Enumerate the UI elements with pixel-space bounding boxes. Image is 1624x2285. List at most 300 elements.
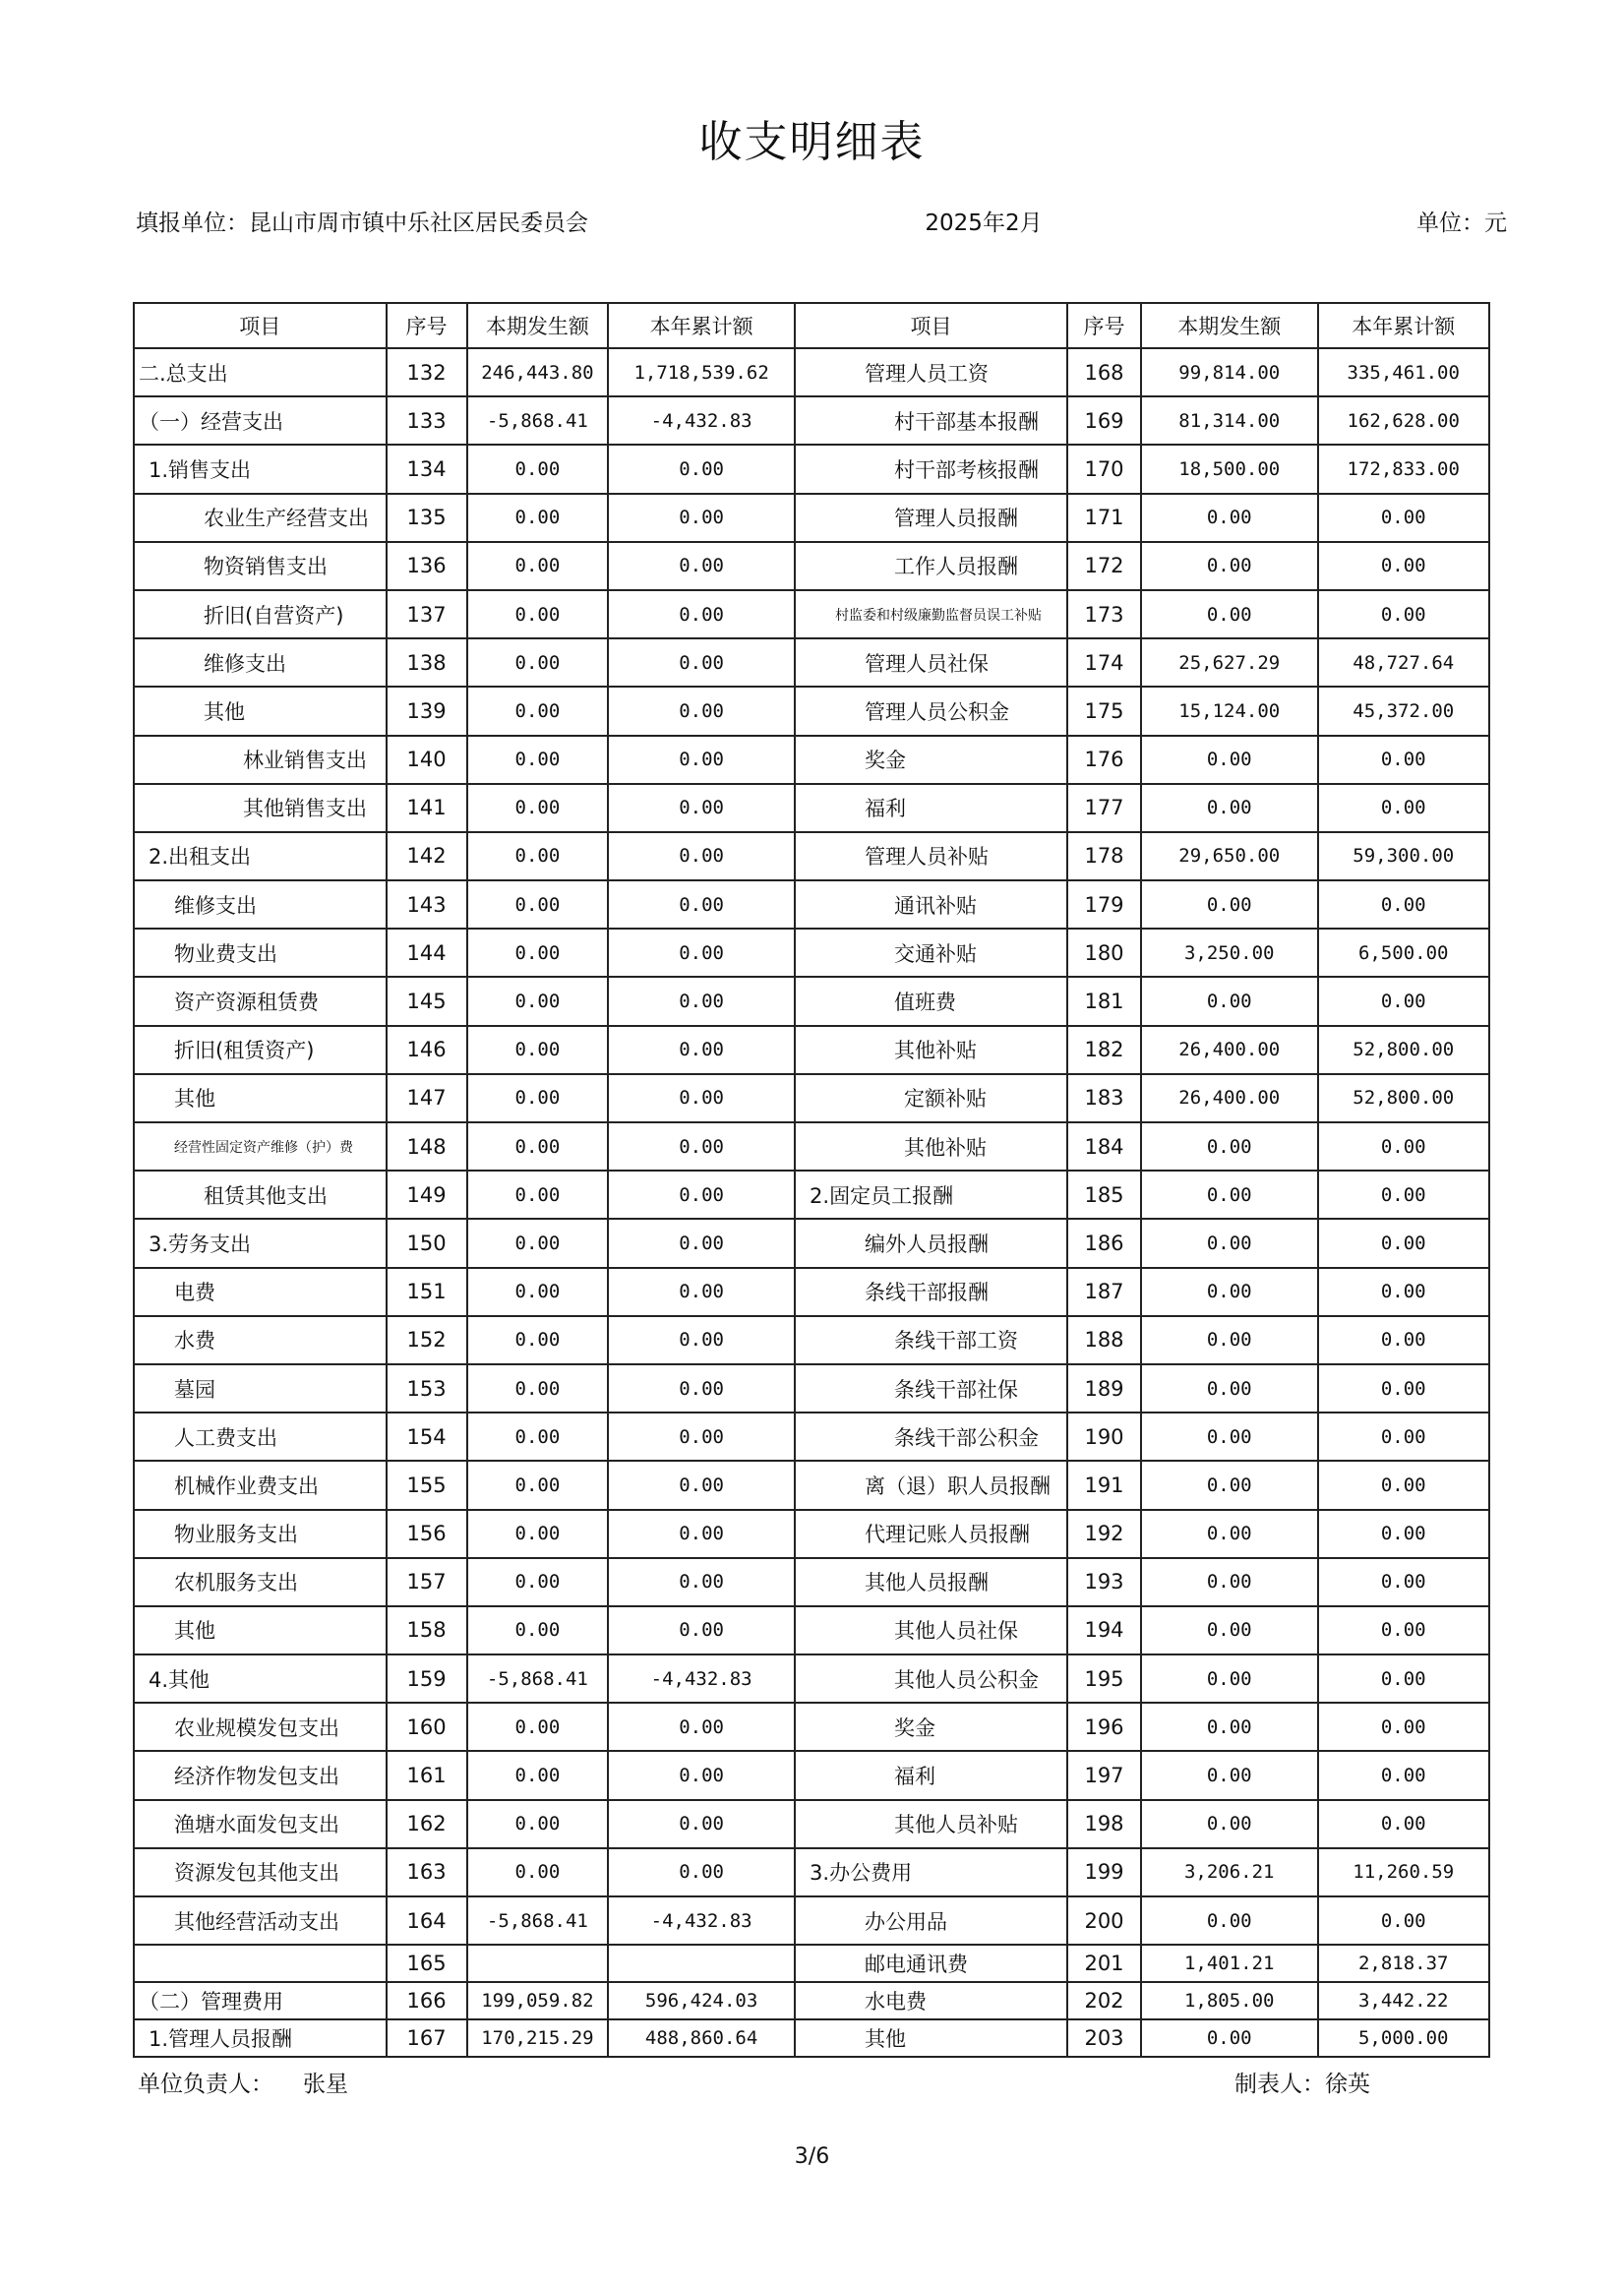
table-row	[134, 396, 1489, 445]
seq-cell-left: 160	[387, 1703, 467, 1751]
table-row	[134, 445, 1489, 493]
seq-cell-right: 197	[1067, 1751, 1141, 1799]
footer-preparer	[1234, 2066, 1370, 2098]
seq-cell-right: 195	[1067, 1654, 1141, 1703]
item-cell-right: 定额补贴	[795, 1074, 1067, 1122]
current-cell-right: 0.00	[1141, 1171, 1318, 1219]
income-expense-table	[133, 302, 1490, 2058]
item-cell-right: 水电费	[795, 1982, 1067, 2019]
seq-cell-right: 182	[1067, 1026, 1141, 1074]
current-cell-right: 0.00	[1141, 1703, 1318, 1751]
table-row	[134, 1606, 1489, 1654]
current-cell-right: 0.00	[1141, 1510, 1318, 1558]
ytd-cell-right: 335,461.00	[1318, 348, 1490, 396]
footer-unit-head	[138, 2066, 348, 2098]
table-row	[134, 1316, 1489, 1364]
current-cell-right: 0.00	[1141, 542, 1318, 590]
ytd-cell-right: 0.00	[1318, 1413, 1490, 1461]
seq-cell-left: 132	[387, 348, 467, 396]
current-cell-right: 1,401.21	[1141, 1945, 1318, 1982]
ytd-cell-left: 0.00	[608, 1461, 795, 1509]
page-number: 3/6	[794, 2144, 830, 2169]
item-cell-left: 折旧(租赁资产)	[134, 1026, 387, 1074]
current-cell-left: 0.00	[467, 1364, 609, 1413]
current-cell-left: 0.00	[467, 687, 609, 735]
item-cell-left: 1.销售支出	[134, 445, 387, 493]
current-cell-left: 0.00	[467, 1558, 609, 1606]
ytd-cell-right: 0.00	[1318, 1122, 1490, 1171]
seq-cell-right: 201	[1067, 1945, 1141, 1982]
ytd-cell-left: 0.00	[608, 1219, 795, 1267]
seq-cell-right: 181	[1067, 977, 1141, 1025]
seq-cell-left: 148	[387, 1122, 467, 1171]
seq-cell-left: 163	[387, 1848, 467, 1896]
seq-cell-right: 178	[1067, 832, 1141, 880]
ytd-cell-left: 0.00	[608, 1751, 795, 1799]
ytd-cell-right: 0.00	[1318, 1316, 1490, 1364]
seq-cell-left: 137	[387, 590, 467, 638]
table-row	[134, 687, 1489, 735]
ytd-cell-right: 0.00	[1318, 736, 1490, 784]
current-cell-right: 0.00	[1141, 1800, 1318, 1848]
current-cell-right: 0.00	[1141, 1122, 1318, 1171]
current-cell-right: 0.00	[1141, 1413, 1318, 1461]
ytd-cell-left: 0.00	[608, 1268, 795, 1316]
table-row	[134, 1413, 1489, 1461]
item-cell-right: 其他人员补贴	[795, 1800, 1067, 1848]
seq-cell-left: 149	[387, 1171, 467, 1219]
seq-cell-right: 170	[1067, 445, 1141, 493]
table-row	[134, 1026, 1489, 1074]
ytd-cell-left: 1,718,539.62	[608, 348, 795, 396]
current-cell-right: 3,250.00	[1141, 929, 1318, 977]
col-header-item-left: 项目	[134, 303, 387, 348]
current-cell-left: 0.00	[467, 784, 609, 832]
current-cell-left: 0.00	[467, 1268, 609, 1316]
current-cell-right: 3,206.21	[1141, 1848, 1318, 1896]
col-header-current-right: 本期发生额	[1141, 303, 1318, 348]
col-header-current-left: 本期发生额	[467, 303, 609, 348]
item-cell-right: 离（退）职人员报酬	[795, 1461, 1067, 1509]
current-cell-left: 0.00	[467, 1510, 609, 1558]
current-cell-right: 0.00	[1141, 1751, 1318, 1799]
table-row	[134, 977, 1489, 1025]
item-cell-right: 条线干部社保	[795, 1364, 1067, 1413]
seq-cell-right: 184	[1067, 1122, 1141, 1171]
item-cell-left: 机械作业费支出	[134, 1461, 387, 1509]
item-cell-right: 奖金	[795, 1703, 1067, 1751]
ytd-cell-right: 0.00	[1318, 1268, 1490, 1316]
table-row	[134, 1896, 1489, 1945]
table-row	[134, 1461, 1489, 1509]
ytd-cell-left: 0.00	[608, 832, 795, 880]
item-cell-left: 其他	[134, 1606, 387, 1654]
item-cell-right: 管理人员工资	[795, 348, 1067, 396]
ytd-cell-left: 0.00	[608, 1800, 795, 1848]
ytd-cell-left: 596,424.03	[608, 1982, 795, 2019]
table-row	[134, 1268, 1489, 1316]
preparer-label: 制表人：	[1234, 2072, 1325, 2097]
item-cell-left: 资源发包其他支出	[134, 1848, 387, 1896]
seq-cell-right: 202	[1067, 1982, 1141, 2019]
table-row	[134, 590, 1489, 638]
item-cell-right: 通讯补贴	[795, 880, 1067, 929]
seq-cell-right: 187	[1067, 1268, 1141, 1316]
seq-cell-left: 162	[387, 1800, 467, 1848]
item-cell-right: 福利	[795, 1751, 1067, 1799]
seq-cell-left: 167	[387, 2019, 467, 2057]
item-cell-right: 村监委和村级廉勤监督员误工补贴	[795, 590, 1067, 638]
seq-cell-left: 156	[387, 1510, 467, 1558]
item-cell-right: 编外人员报酬	[795, 1219, 1067, 1267]
current-cell-left: 0.00	[467, 1316, 609, 1364]
current-cell-right: 0.00	[1141, 880, 1318, 929]
ytd-cell-left: 0.00	[608, 445, 795, 493]
item-cell-left: 物业服务支出	[134, 1510, 387, 1558]
seq-cell-right: 186	[1067, 1219, 1141, 1267]
item-cell-left: 其他经营活动支出	[134, 1896, 387, 1945]
seq-cell-left: 151	[387, 1268, 467, 1316]
ytd-cell-right: 52,800.00	[1318, 1074, 1490, 1122]
ytd-cell-right: 3,442.22	[1318, 1982, 1490, 2019]
current-cell-left: 0.00	[467, 494, 609, 542]
item-cell-right: 交通补贴	[795, 929, 1067, 977]
table-header-row	[134, 303, 1489, 348]
ytd-cell-left: 0.00	[608, 590, 795, 638]
table-row	[134, 880, 1489, 929]
item-cell-left: 农业生产经营支出	[134, 494, 387, 542]
item-cell-left: 林业销售支出	[134, 736, 387, 784]
table-row	[134, 1219, 1489, 1267]
unit-head-name: 张星	[303, 2072, 348, 2097]
current-cell-left: 0.00	[467, 1122, 609, 1171]
table-row	[134, 1751, 1489, 1799]
report-title: 收支明细表	[698, 117, 926, 167]
item-cell-right: 管理人员报酬	[795, 494, 1067, 542]
seq-cell-right: 193	[1067, 1558, 1141, 1606]
item-cell-right: 邮电通讯费	[795, 1945, 1067, 1982]
seq-cell-left: 150	[387, 1219, 467, 1267]
ytd-cell-left: 488,860.64	[608, 2019, 795, 2057]
ytd-cell-right: 5,000.00	[1318, 2019, 1490, 2057]
current-cell-left: 0.00	[467, 1171, 609, 1219]
item-cell-left: 折旧(自营资产)	[134, 590, 387, 638]
current-cell-right: 0.00	[1141, 1654, 1318, 1703]
ytd-cell-right: 162,628.00	[1318, 396, 1490, 445]
current-cell-left: 0.00	[467, 542, 609, 590]
current-cell-right: 0.00	[1141, 1558, 1318, 1606]
ytd-cell-left: 0.00	[608, 494, 795, 542]
item-cell-right: 其他人员社保	[795, 1606, 1067, 1654]
seq-cell-right: 185	[1067, 1171, 1141, 1219]
item-cell-right: 值班费	[795, 977, 1067, 1025]
current-cell-right: 18,500.00	[1141, 445, 1318, 493]
seq-cell-right: 169	[1067, 396, 1141, 445]
table-row	[134, 1982, 1489, 2019]
item-cell-right: 管理人员公积金	[795, 687, 1067, 735]
table-row	[134, 1800, 1489, 1848]
current-cell-right: 29,650.00	[1141, 832, 1318, 880]
seq-cell-right: 179	[1067, 880, 1141, 929]
ytd-cell-right: 0.00	[1318, 1896, 1490, 1945]
ytd-cell-right: 2,818.37	[1318, 1945, 1490, 1982]
current-cell-left: 0.00	[467, 445, 609, 493]
ytd-cell-right: 0.00	[1318, 1751, 1490, 1799]
current-cell-left: 0.00	[467, 736, 609, 784]
seq-cell-right: 176	[1067, 736, 1141, 784]
seq-cell-left: 165	[387, 1945, 467, 1982]
ytd-cell-right: 0.00	[1318, 880, 1490, 929]
seq-cell-left: 157	[387, 1558, 467, 1606]
seq-cell-right: 177	[1067, 784, 1141, 832]
ytd-cell-right: 0.00	[1318, 542, 1490, 590]
table-row	[134, 638, 1489, 687]
current-cell-left: 0.00	[467, 880, 609, 929]
seq-cell-right: 198	[1067, 1800, 1141, 1848]
item-cell-right: 条线干部工资	[795, 1316, 1067, 1364]
current-cell-right: 0.00	[1141, 590, 1318, 638]
ytd-cell-right: 172,833.00	[1318, 445, 1490, 493]
ytd-cell-right: 0.00	[1318, 1606, 1490, 1654]
item-cell-left: 物资销售支出	[134, 542, 387, 590]
ytd-cell-left: 0.00	[608, 1074, 795, 1122]
seq-cell-right: 173	[1067, 590, 1141, 638]
seq-cell-left: 136	[387, 542, 467, 590]
table-row	[134, 1074, 1489, 1122]
item-cell-right: 其他	[795, 2019, 1067, 2057]
current-cell-right: 0.00	[1141, 784, 1318, 832]
seq-cell-right: 171	[1067, 494, 1141, 542]
ytd-cell-left: 0.00	[608, 1848, 795, 1896]
current-cell-right: 0.00	[1141, 736, 1318, 784]
item-cell-right: 其他补贴	[795, 1122, 1067, 1171]
seq-cell-left: 166	[387, 1982, 467, 2019]
current-cell-left: -5,868.41	[467, 396, 609, 445]
table-row	[134, 929, 1489, 977]
item-cell-left: 其他销售支出	[134, 784, 387, 832]
ytd-cell-left: 0.00	[608, 1026, 795, 1074]
table-row	[134, 1654, 1489, 1703]
seq-cell-left: 152	[387, 1316, 467, 1364]
item-cell-left: 水费	[134, 1316, 387, 1364]
seq-cell-left: 135	[387, 494, 467, 542]
table-row	[134, 1122, 1489, 1171]
seq-cell-right: 175	[1067, 687, 1141, 735]
ytd-cell-right: 0.00	[1318, 977, 1490, 1025]
ytd-cell-right: 45,372.00	[1318, 687, 1490, 735]
col-header-ytd-left: 本年累计额	[608, 303, 795, 348]
seq-cell-left: 147	[387, 1074, 467, 1122]
col-header-seq-left: 序号	[387, 303, 467, 348]
seq-cell-right: 203	[1067, 2019, 1141, 2057]
current-cell-right: 0.00	[1141, 2019, 1318, 2057]
ytd-cell-left: 0.00	[608, 687, 795, 735]
seq-cell-left: 140	[387, 736, 467, 784]
current-cell-left: 170,215.29	[467, 2019, 609, 2057]
table-row	[134, 494, 1489, 542]
seq-cell-right: 199	[1067, 1848, 1141, 1896]
seq-cell-right: 174	[1067, 638, 1141, 687]
current-cell-left: 0.00	[467, 832, 609, 880]
ytd-cell-left: 0.00	[608, 929, 795, 977]
seq-cell-left: 133	[387, 396, 467, 445]
seq-cell-left: 161	[387, 1751, 467, 1799]
ytd-cell-right: 0.00	[1318, 1461, 1490, 1509]
current-cell-left: 0.00	[467, 1703, 609, 1751]
item-cell-right: 条线干部公积金	[795, 1413, 1067, 1461]
ytd-cell-left: -4,432.83	[608, 1654, 795, 1703]
table-row	[134, 1848, 1489, 1896]
ytd-cell-left: 0.00	[608, 638, 795, 687]
seq-cell-left: 158	[387, 1606, 467, 1654]
current-cell-left: 0.00	[467, 1800, 609, 1848]
ytd-cell-right: 0.00	[1318, 1558, 1490, 1606]
seq-cell-left: 164	[387, 1896, 467, 1945]
item-cell-left: （二）管理费用	[134, 1982, 387, 2019]
current-cell-right: 0.00	[1141, 1364, 1318, 1413]
seq-cell-left: 139	[387, 687, 467, 735]
preparer-name: 徐英	[1325, 2072, 1370, 2097]
ytd-cell-left: 0.00	[608, 1558, 795, 1606]
ytd-cell-left: 0.00	[608, 977, 795, 1025]
ytd-cell-right: 11,260.59	[1318, 1848, 1490, 1896]
item-cell-left: 1.管理人员报酬	[134, 2019, 387, 2057]
item-cell-left: 3.劳务支出	[134, 1219, 387, 1267]
table-row	[134, 1945, 1489, 1982]
seq-cell-left: 155	[387, 1461, 467, 1509]
current-cell-left: 199,059.82	[467, 1982, 609, 2019]
current-cell-left: 0.00	[467, 1026, 609, 1074]
current-cell-left: 0.00	[467, 1848, 609, 1896]
seq-cell-left: 134	[387, 445, 467, 493]
ytd-cell-right: 6,500.00	[1318, 929, 1490, 977]
item-cell-right: 条线干部报酬	[795, 1268, 1067, 1316]
seq-cell-right: 190	[1067, 1413, 1141, 1461]
item-cell-left: 维修支出	[134, 880, 387, 929]
current-cell-left: 0.00	[467, 929, 609, 977]
item-cell-left: 物业费支出	[134, 929, 387, 977]
item-cell-right: 村干部基本报酬	[795, 396, 1067, 445]
col-header-ytd-right: 本年累计额	[1318, 303, 1490, 348]
report-date: 2025年2月	[925, 210, 1043, 236]
item-cell-right: 代理记账人员报酬	[795, 1510, 1067, 1558]
reporting-unit: 填报单位：昆山市周市镇中乐社区居民委员会	[136, 210, 588, 236]
ytd-cell-left: 0.00	[608, 880, 795, 929]
ytd-cell-left: 0.00	[608, 1413, 795, 1461]
current-cell-left: 0.00	[467, 1606, 609, 1654]
ytd-cell-right: 0.00	[1318, 1219, 1490, 1267]
table-row	[134, 1510, 1489, 1558]
ytd-cell-left: 0.00	[608, 1122, 795, 1171]
seq-cell-right: 188	[1067, 1316, 1141, 1364]
current-cell-right: 0.00	[1141, 1606, 1318, 1654]
ytd-cell-right: 0.00	[1318, 1800, 1490, 1848]
ytd-cell-right: 52,800.00	[1318, 1026, 1490, 1074]
seq-cell-right: 200	[1067, 1896, 1141, 1945]
current-cell-left: 0.00	[467, 1751, 609, 1799]
item-cell-left: 其他	[134, 687, 387, 735]
seq-cell-left: 154	[387, 1413, 467, 1461]
ytd-cell-right: 0.00	[1318, 1510, 1490, 1558]
ytd-cell-left: 0.00	[608, 1364, 795, 1413]
ytd-cell-left: 0.00	[608, 784, 795, 832]
current-cell-left: 0.00	[467, 638, 609, 687]
current-cell-left: 0.00	[467, 1413, 609, 1461]
ytd-cell-left: 0.00	[608, 1703, 795, 1751]
ytd-cell-left: 0.00	[608, 542, 795, 590]
current-cell-left: 0.00	[467, 977, 609, 1025]
current-cell-right: 0.00	[1141, 1461, 1318, 1509]
seq-cell-right: 192	[1067, 1510, 1141, 1558]
ytd-cell-right: 0.00	[1318, 1654, 1490, 1703]
seq-cell-right: 180	[1067, 929, 1141, 977]
seq-cell-left: 144	[387, 929, 467, 977]
ytd-cell-left: 0.00	[608, 1606, 795, 1654]
current-cell-right: 0.00	[1141, 1268, 1318, 1316]
item-cell-right: 管理人员社保	[795, 638, 1067, 687]
current-cell-right: 0.00	[1141, 1896, 1318, 1945]
ytd-cell-right: 0.00	[1318, 784, 1490, 832]
item-cell-left: 渔塘水面发包支出	[134, 1800, 387, 1848]
item-cell-right: 其他人员报酬	[795, 1558, 1067, 1606]
item-cell-left: 维修支出	[134, 638, 387, 687]
ytd-cell-right: 0.00	[1318, 590, 1490, 638]
ytd-cell-left: 0.00	[608, 1316, 795, 1364]
item-cell-right: 其他人员公积金	[795, 1654, 1067, 1703]
table-row	[134, 736, 1489, 784]
item-cell-right: 福利	[795, 784, 1067, 832]
current-cell-left	[467, 1945, 609, 1982]
current-cell-right: 0.00	[1141, 494, 1318, 542]
unit-head-label: 单位负责人：	[138, 2072, 273, 2097]
item-cell-left: 其他	[134, 1074, 387, 1122]
current-cell-left: -5,868.41	[467, 1654, 609, 1703]
table-row	[134, 2019, 1489, 2057]
current-cell-left: 0.00	[467, 1219, 609, 1267]
current-cell-right: 0.00	[1141, 1316, 1318, 1364]
item-cell-left: 4.其他	[134, 1654, 387, 1703]
seq-cell-left: 146	[387, 1026, 467, 1074]
seq-cell-right: 194	[1067, 1606, 1141, 1654]
ytd-cell-right: 0.00	[1318, 494, 1490, 542]
seq-cell-left: 145	[387, 977, 467, 1025]
col-header-item-right: 项目	[795, 303, 1067, 348]
current-cell-left: 0.00	[467, 1461, 609, 1509]
current-cell-left: 0.00	[467, 590, 609, 638]
current-cell-right: 26,400.00	[1141, 1074, 1318, 1122]
ytd-cell-left: -4,432.83	[608, 396, 795, 445]
item-cell-left: 人工费支出	[134, 1413, 387, 1461]
item-cell-right: 工作人员报酬	[795, 542, 1067, 590]
item-cell-left: 经济作物发包支出	[134, 1751, 387, 1799]
seq-cell-right: 191	[1067, 1461, 1141, 1509]
seq-cell-left: 159	[387, 1654, 467, 1703]
ytd-cell-right: 0.00	[1318, 1364, 1490, 1413]
current-cell-right: 0.00	[1141, 977, 1318, 1025]
current-cell-left: -5,868.41	[467, 1896, 609, 1945]
table-row	[134, 1558, 1489, 1606]
table-row	[134, 542, 1489, 590]
seq-cell-left: 138	[387, 638, 467, 687]
current-cell-right: 15,124.00	[1141, 687, 1318, 735]
item-cell-left: 农业规模发包支出	[134, 1703, 387, 1751]
item-cell-left: （一）经营支出	[134, 396, 387, 445]
ytd-cell-right: 0.00	[1318, 1171, 1490, 1219]
ytd-cell-right: 0.00	[1318, 1703, 1490, 1751]
table-row	[134, 348, 1489, 396]
current-cell-right: 99,814.00	[1141, 348, 1318, 396]
seq-cell-left: 141	[387, 784, 467, 832]
